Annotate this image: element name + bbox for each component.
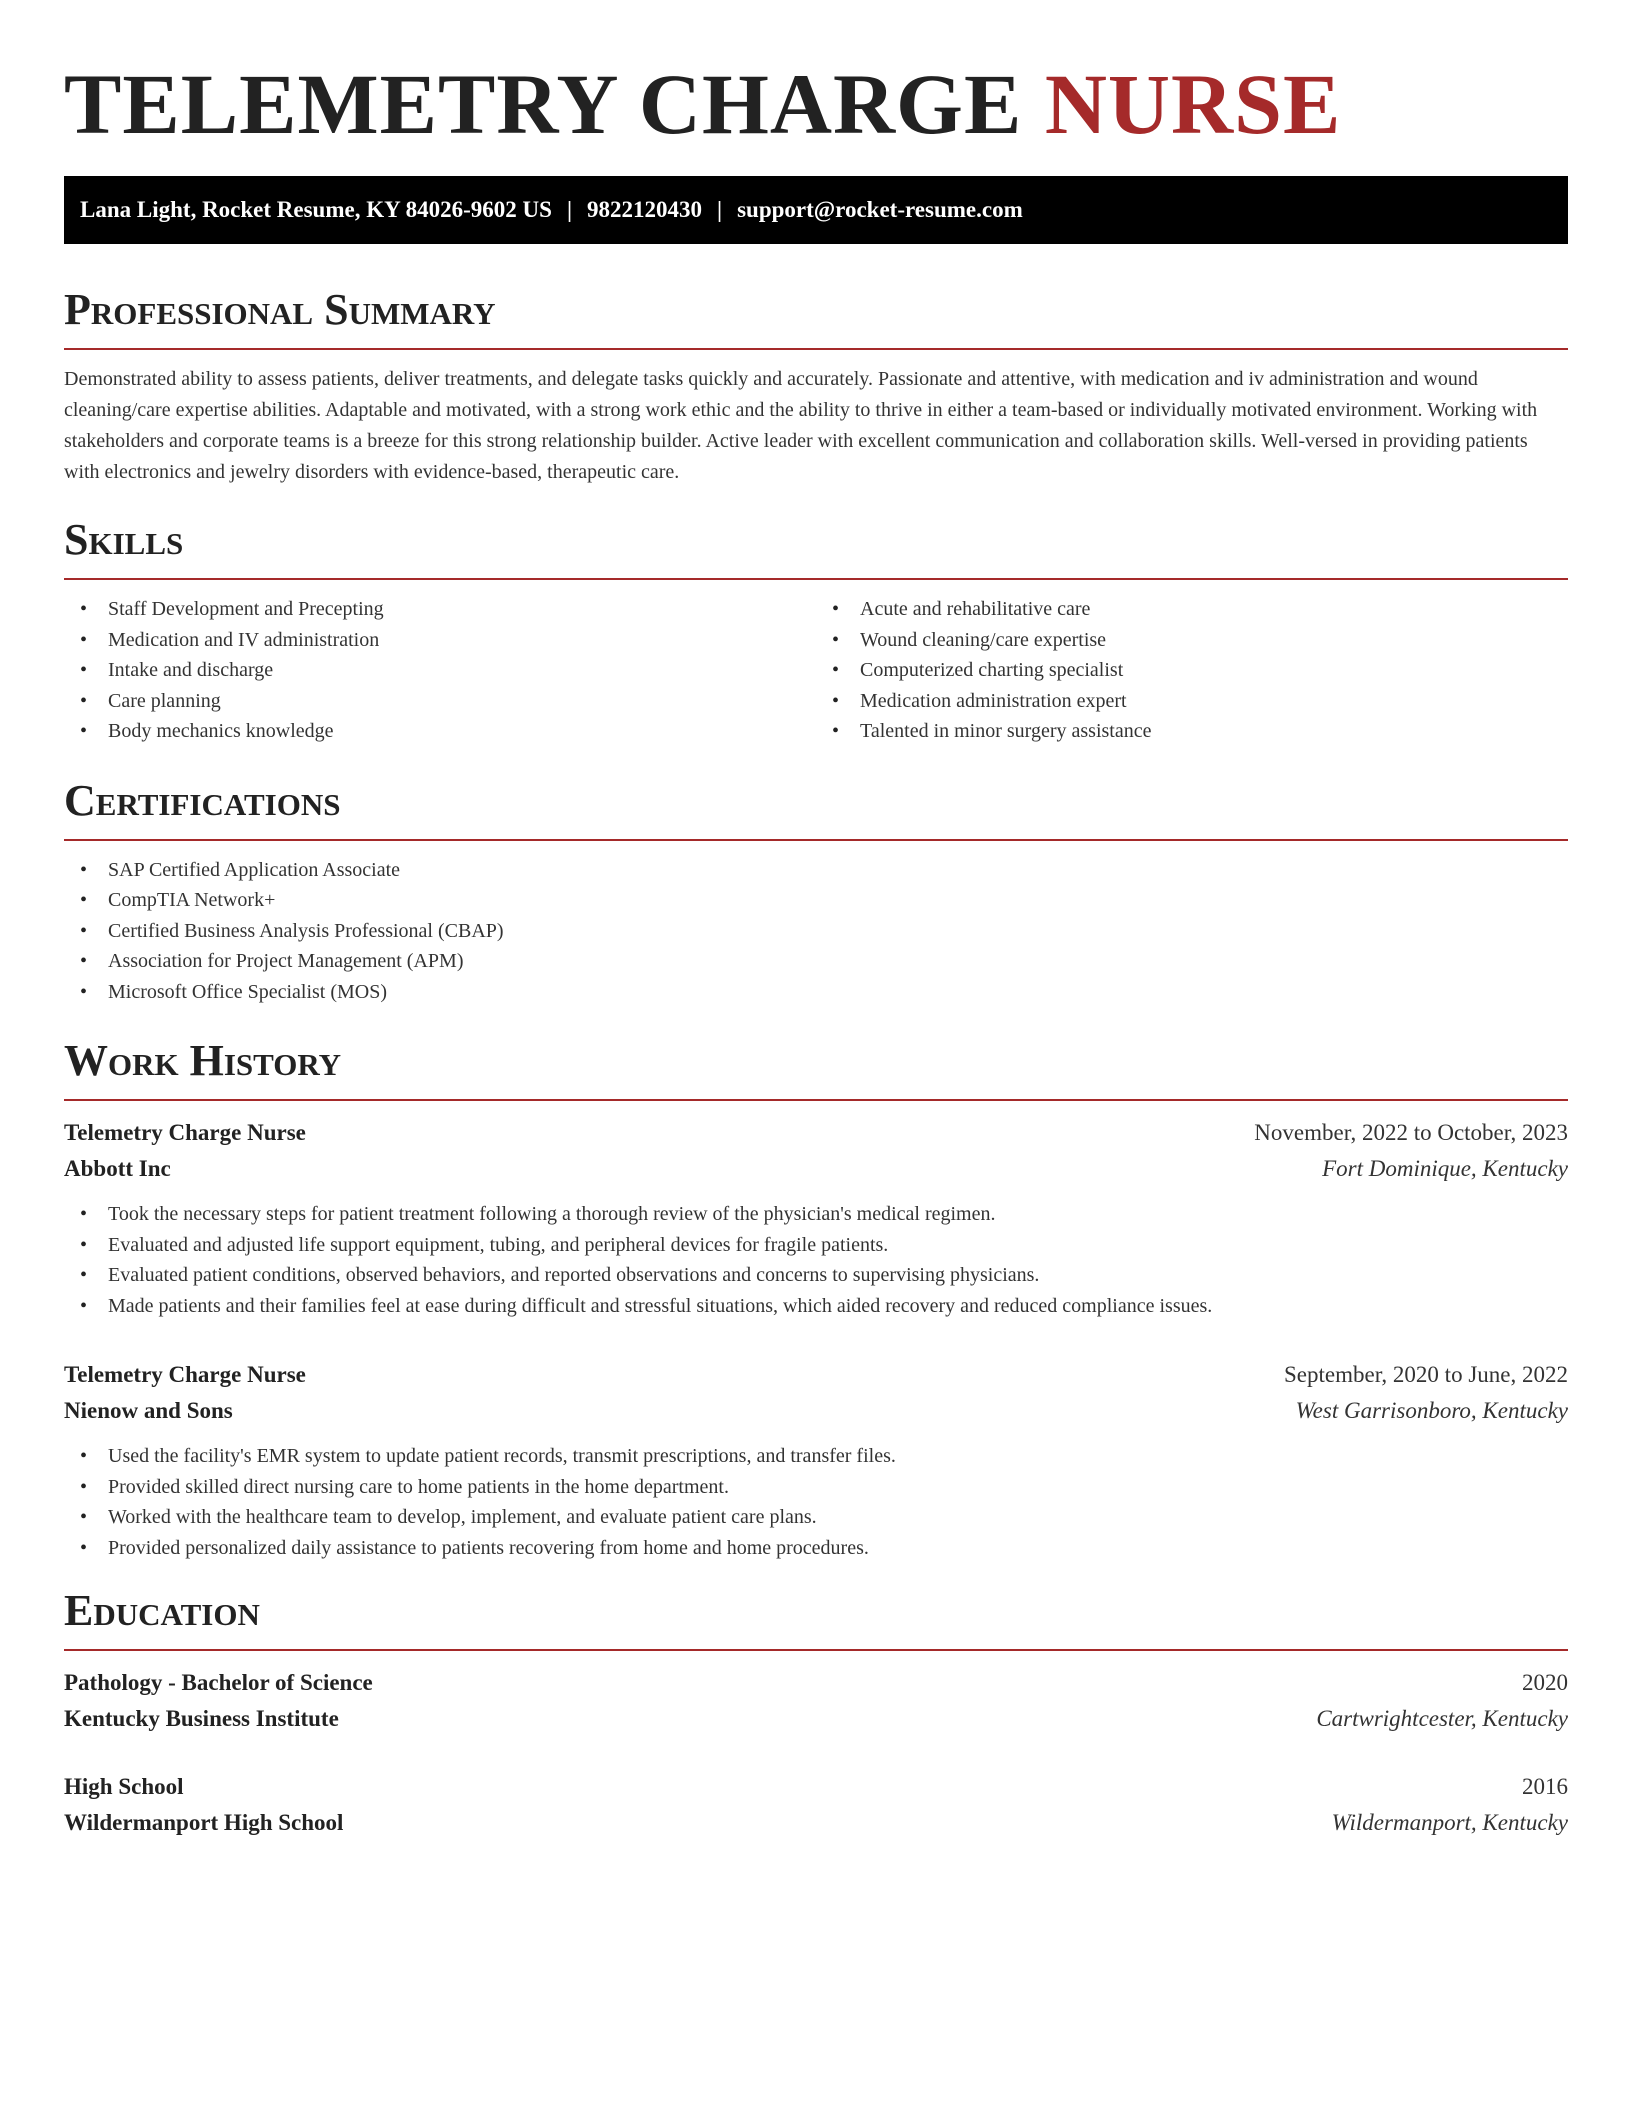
skills-list-right (816, 594, 1568, 747)
skills-grid (64, 594, 1568, 747)
contact-bar (64, 176, 1568, 244)
job-duty-item: • Took the necessary steps for patient treatment following a thorough review of the physician's medical regimen. (64, 1199, 1568, 1230)
skill-item: • Computerized charting specialist (816, 655, 1568, 686)
education-school-row (64, 1805, 1568, 1841)
job-duty-item: • Worked with the healthcare team to develop, implement, and evaluate patient care plans. (64, 1502, 1568, 1533)
skills-section (64, 514, 1568, 747)
skills-list-left (64, 594, 816, 747)
job-duty-item: • Provided skilled direct nursing care to home patients in the home department. (64, 1472, 1568, 1503)
education-degree: Pathology - Bachelor of Science (64, 1670, 373, 1695)
education-entry (64, 1769, 1568, 1841)
certification-item: • CompTIA Network+ (64, 885, 1568, 916)
skills-heading: Skills (64, 514, 1568, 580)
certification-item: • Microsoft Office Specialist (MOS) (64, 977, 1568, 1008)
title-main: TELEMETRY CHARGE (64, 56, 1023, 152)
job-company-row (64, 1151, 1568, 1187)
work-history-section (64, 1035, 1568, 1563)
contact-phone: 9822120430 (587, 197, 703, 222)
job-duties-list (64, 1199, 1568, 1321)
job-title: Telemetry Charge Nurse (64, 1362, 306, 1387)
title-accent: NURSE (1044, 56, 1342, 152)
education-heading: Education (64, 1585, 1568, 1651)
certification-item: • Certified Business Analysis Professional (CBAP) (64, 916, 1568, 947)
contact-separator: | (566, 197, 573, 222)
job-duty-item: • Evaluated patient conditions, observed behaviors, and reported observations and concerns to supervising physicians. (64, 1260, 1568, 1291)
certification-item: • SAP Certified Application Associate (64, 855, 1568, 886)
education-entry (64, 1665, 1568, 1737)
contact-address: Lana Light, Rocket Resume, KY 84026-9602 US (80, 197, 552, 222)
skill-item: • Care planning (64, 686, 816, 717)
education-degree-row (64, 1665, 1568, 1701)
skill-item: • Intake and discharge (64, 655, 816, 686)
education-location: Wildermanport, Kentucky (1331, 1810, 1568, 1835)
education-degree-row (64, 1769, 1568, 1805)
job-duties-list (64, 1441, 1568, 1563)
job-title: Telemetry Charge Nurse (64, 1120, 306, 1145)
job-company: Nienow and Sons (64, 1398, 233, 1423)
job-dates: November, 2022 to October, 2023 (1254, 1120, 1568, 1145)
skill-item: • Medication and IV administration (64, 625, 816, 656)
education-section (64, 1585, 1568, 1841)
education-year: 2016 (1522, 1774, 1568, 1799)
contact-separator: | (717, 197, 723, 222)
certifications-section (64, 775, 1568, 1008)
education-degree: High School (64, 1774, 184, 1799)
job-title-row (64, 1115, 1568, 1151)
contact-email: support@rocket-resume.com (737, 197, 1023, 222)
job-duty-item: • Provided personalized daily assistance to patients recovering from home and home procedures. (64, 1533, 1568, 1564)
job-company: Abbott Inc (64, 1156, 171, 1181)
job-dates: September, 2020 to June, 2022 (1284, 1362, 1568, 1387)
work-history-heading: Work History (64, 1035, 1568, 1101)
summary-heading: Professional Summary (64, 284, 1568, 350)
education-school-row (64, 1701, 1568, 1737)
skill-item: • Medication administration expert (816, 686, 1568, 717)
skill-item: • Acute and rehabilitative care (816, 594, 1568, 625)
summary-section (64, 284, 1568, 488)
skill-item: • Wound cleaning/care expertise (816, 625, 1568, 656)
skill-item: • Body mechanics knowledge (64, 716, 816, 747)
job-duty-item: • Used the facility's EMR system to update patient records, transmit prescriptions, and transfer files. (64, 1441, 1568, 1472)
certifications-heading: Certifications (64, 775, 1568, 841)
job-title-row (64, 1357, 1568, 1393)
resume-title (64, 0, 1568, 176)
job-company-row (64, 1393, 1568, 1429)
job-duty-item: • Made patients and their families feel at ease during difficult and stressful situations, which aided recovery and reduced compliance issues. (64, 1291, 1568, 1322)
job-entry (64, 1357, 1568, 1563)
certification-item: • Association for Project Management (APM) (64, 946, 1568, 977)
job-entry (64, 1115, 1568, 1321)
skill-item: • Talented in minor surgery assistance (816, 716, 1568, 747)
education-location: Cartwrightcester, Kentucky (1316, 1706, 1568, 1731)
job-location: West Garrisonboro, Kentucky (1295, 1398, 1568, 1423)
education-school: Kentucky Business Institute (64, 1706, 339, 1731)
education-school: Wildermanport High School (64, 1810, 344, 1835)
job-duty-item: • Evaluated and adjusted life support equipment, tubing, and peripheral devices for fragile patients. (64, 1230, 1568, 1261)
certifications-list (64, 855, 1568, 1008)
education-year: 2020 (1522, 1670, 1568, 1695)
summary-text: Demonstrated ability to assess patients, deliver treatments, and delegate tasks quickly and accurately. Passionate and attentive, with medication and iv administration and wound cleaning/care expertise abilities. Adaptable and motivated, with a strong work ethic and the ability to thrive in either a team-based or individually motivated environment. Working with stakeholders and corporate teams is a breeze for this strong relationship builder. Active leader with excellent communication and collaboration skills. Well-versed in providing patients with electronics and jewelry disorders with evidence-based, therapeutic care. (64, 368, 1538, 483)
skill-item: • Staff Development and Precepting (64, 594, 816, 625)
job-location: Fort Dominique, Kentucky (1322, 1156, 1568, 1181)
